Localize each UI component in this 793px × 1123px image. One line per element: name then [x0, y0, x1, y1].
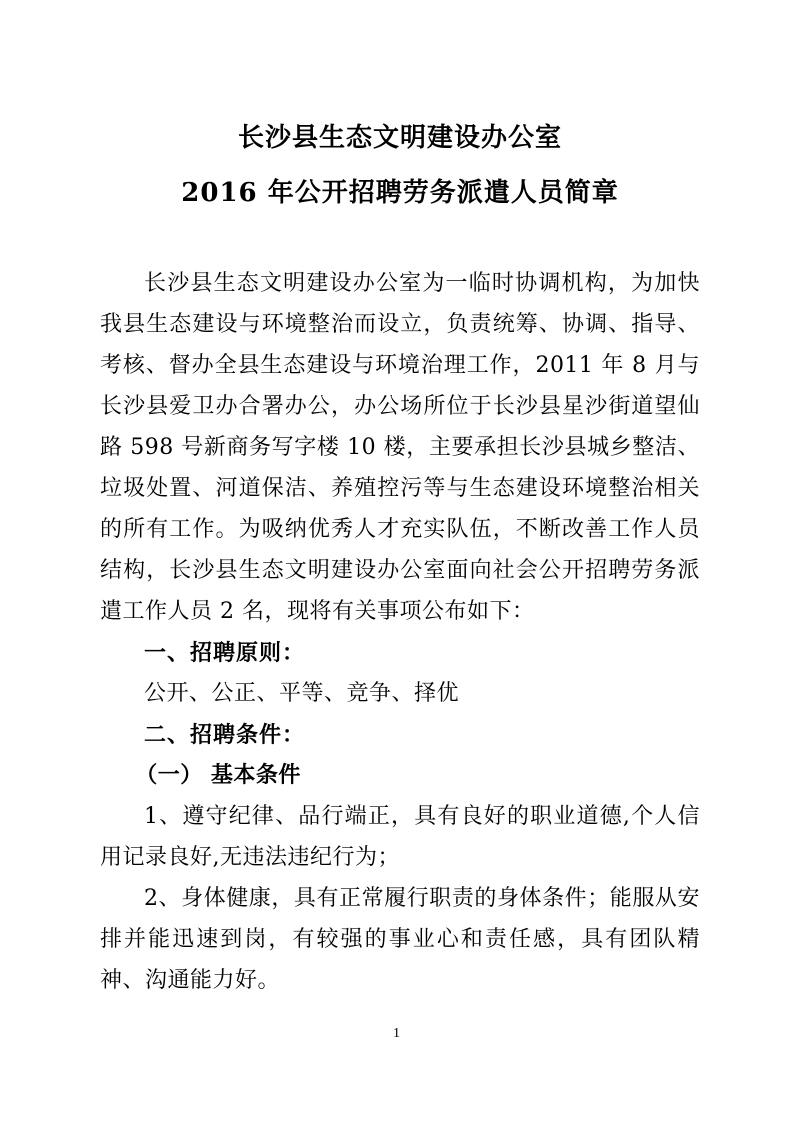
paragraph-introduction: 长沙县生态文明建设办公室为一临时协调机构，为加快我县生态建设与环境整治而设立，负责统筹、协调、指导、考核、督办全县生态建设与环境治理工作，2011 年 8 月与长沙县爱卫办合署办公，办公场所位于长沙县星沙街道望仙路 598 号新商务写字楼 10 楼，主要承担长沙县城乡整洁、垃圾处置、河道保洁、养殖控污等与生态建设环境整治相关的所有工作。为吸纳优秀人才充实队伍，不断改善工作人员结构，长沙县生态文明建设办公室面向社会公开招聘劳务派遣工作人员 2 名，现将有关事项公布如下：: [100, 271, 700, 624]
page-number: 1: [393, 1026, 400, 1041]
paragraph-condition-2: 2、身体健康，具有正常履行职责的身体条件；能服从安排并能迅速到岗，有较强的事业心和责任感，具有团队精神、沟通能力好。: [100, 886, 700, 993]
document-subtitle: 2016 年公开招聘劳务派遣人员简章: [181, 178, 619, 208]
section-heading-recruitment-principles: 一、招聘原则：: [144, 640, 306, 665]
document-body: [100, 263, 700, 1001]
paragraph-principles: 公开、公正、平等、竞争、择优: [144, 681, 460, 706]
section-heading-recruitment-conditions: 二、招聘条件：: [144, 722, 306, 747]
subsection-heading-basic-conditions: （一） 基本条件: [135, 762, 301, 788]
paragraph-condition-1: 1、遵守纪律、品行端正，具有良好的职业道德,个人信用记录良好,无违法违纪行为；: [100, 804, 700, 870]
document-title: 长沙县生态文明建设办公室: [237, 123, 562, 153]
